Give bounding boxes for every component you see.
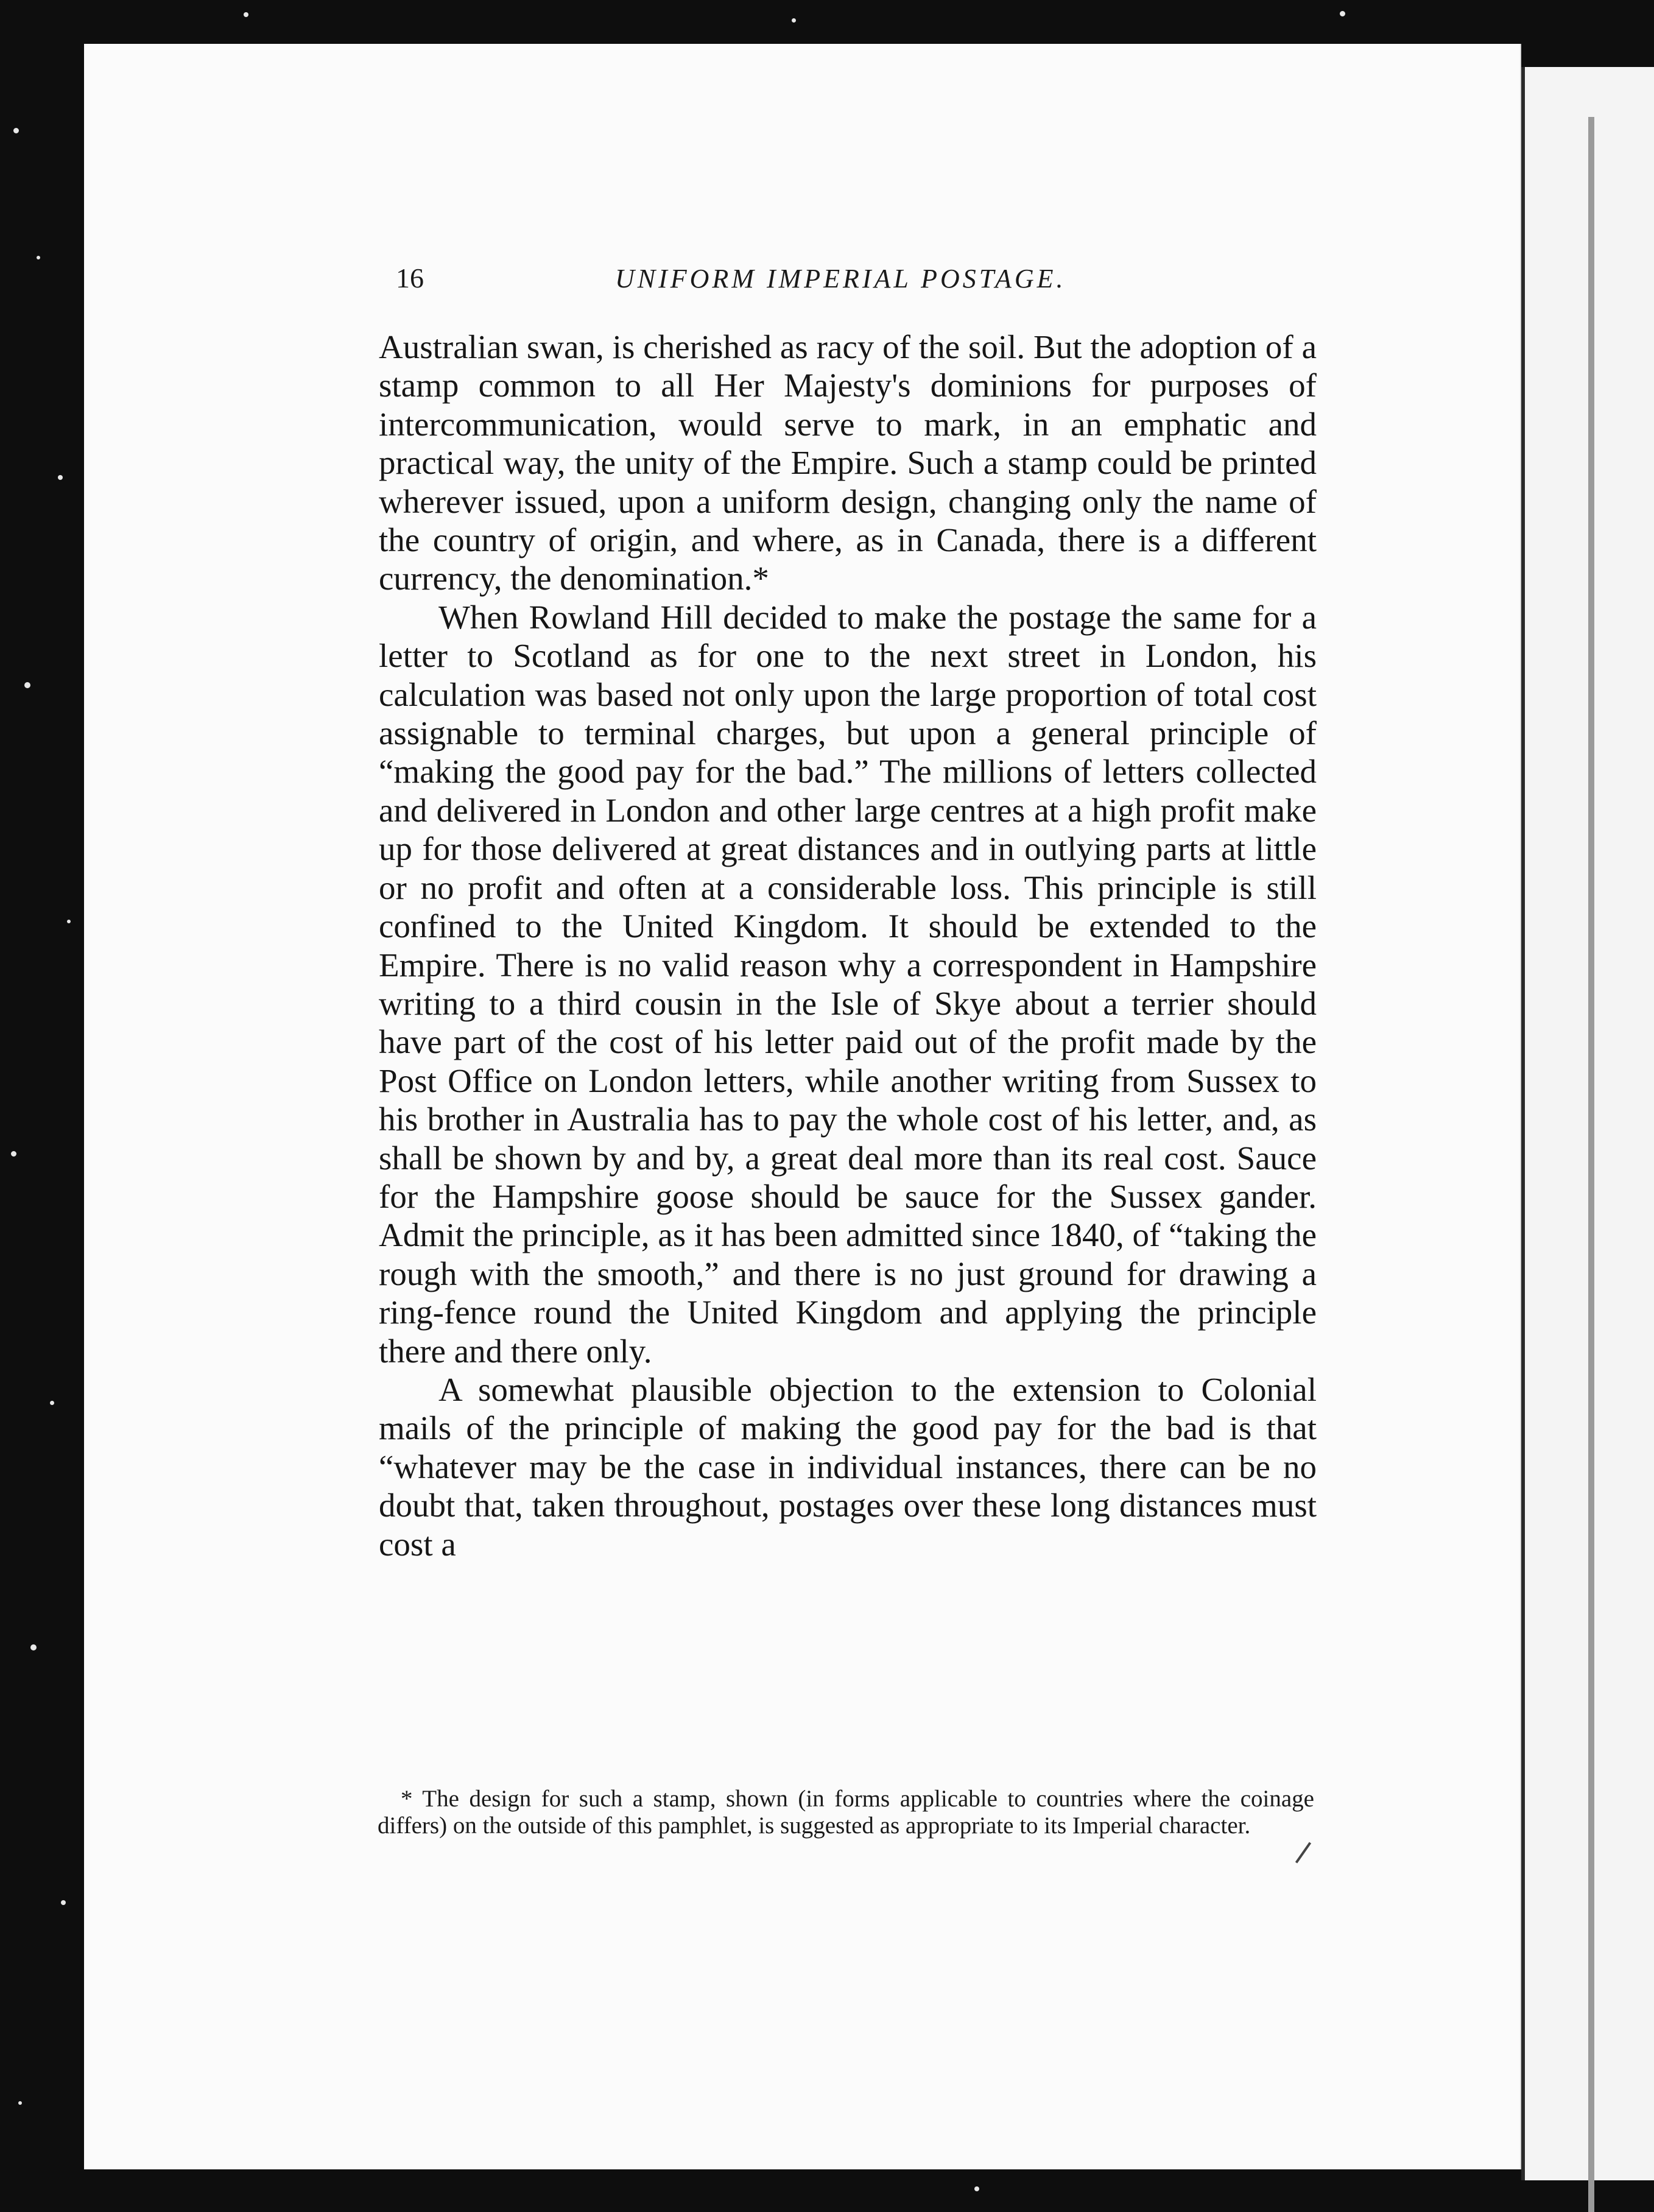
footnote: * The design for such a stamp, shown (in forms applicable to countries where the coinage differs) on the outside of this pamphlet, is suggested as appropriate to its Imperial character.	[378, 1786, 1314, 1839]
paragraph-1: Australian swan, is cherished as racy of the soil. But the adoption of a stamp common to all Her Majesty's dominions for purposes of intercommunication, would serve to mark, in an emphatic and practical way, the unity of the Empire. Such a stamp could be printed wherever issued, upon a uniform design, changing only the name of the country of origin, and where, as in Canada, there is a different currency, the denomination.*	[379, 328, 1317, 597]
scan-speck	[37, 256, 40, 259]
page-number: 16	[396, 262, 424, 294]
scan-speck	[30, 1644, 37, 1650]
adjacent-page-edge	[1521, 67, 1654, 2180]
scan-speck	[18, 2101, 22, 2105]
paragraph-3: A somewhat plausible objection to the extension to Colonial mails of the principle of making the good pay for the bad is that “whatever may be the case in individual instances, there can be no doubt that, taken throughout, postages over these long distances must cost a	[379, 1370, 1317, 1563]
scan-speck	[13, 128, 19, 133]
scan-speck	[974, 2186, 979, 2191]
scan-speck	[1340, 11, 1345, 16]
running-title: UNIFORM IMPERIAL POSTAGE.	[615, 264, 1066, 294]
paragraph-2: When Rowland Hill decided to make the postage the same for a letter to Scotland as for one to the next street in London, his calculation was based not only upon the large proportion of total cost assignable to terminal charges, but upon a general principle of “making the good pay for the bad.” The millions of letters collected and delivered in London and other large centres at a high profit make up for those delivered at great distances and in outlying parts at little or no profit and often at a considerable loss. This principle is still confined to the United Kingdom. It should be extended to the Empire. There is no valid reason why a correspondent in Hampshire writing to a third cousin in the Isle of Skye about a terrier should have part of the cost of his letter paid out of the profit made by the Post Office on London letters, while another writing from Sussex to his brother in Australia has to pay the whole cost of his letter, and, as shall be shown by and by, a great deal more than its real cost. Sauce for the Hampshire goose should be sauce for the Sussex gander. Admit the principle, as it has been admitted since 1840, of “taking the rough with the smooth,” and there is no just ground for drawing a ring-fence round the United Kingdom and applying the principle there and there only.	[379, 598, 1317, 1370]
scan-speck	[61, 1900, 66, 1905]
scan-speck	[50, 1401, 54, 1405]
scan-speck	[244, 12, 248, 17]
scan-speck	[24, 682, 30, 688]
scan-speck	[67, 920, 71, 923]
scan-speck	[792, 18, 796, 23]
scan-speck	[11, 1151, 16, 1157]
scan-speck	[58, 475, 63, 480]
body-text	[379, 328, 1317, 1563]
page-gutter-shadow	[1588, 117, 1594, 2212]
